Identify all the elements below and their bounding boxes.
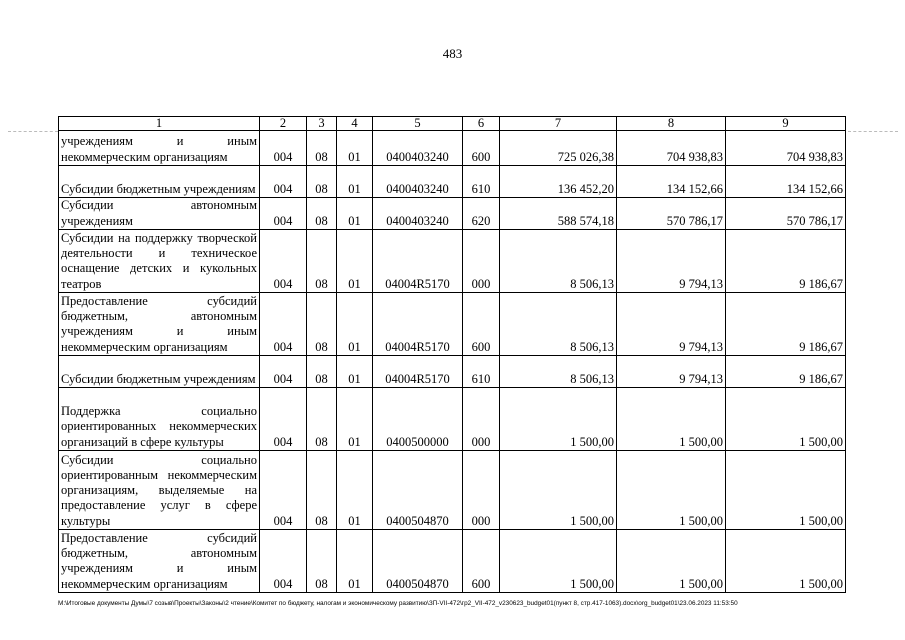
cell-amount-9: 9 186,67 — [726, 293, 846, 356]
cell-target: 0400504870 — [373, 530, 463, 593]
cell-target: 0400504870 — [373, 451, 463, 530]
row-name: учреждениям и иным некоммерческим организациям — [59, 131, 260, 166]
cell-subsection: 01 — [337, 131, 373, 166]
cell-amount-9: 1 500,00 — [726, 388, 846, 451]
cell-ministry: 004 — [260, 388, 307, 451]
cell-amount-7: 1 500,00 — [500, 388, 617, 451]
row-name: Субсидии бюджетным учреждениям — [59, 356, 260, 388]
header-cell: 3 — [307, 117, 337, 131]
cell-section: 08 — [307, 293, 337, 356]
cell-expense-type: 600 — [463, 131, 500, 166]
cell-subsection: 01 — [337, 451, 373, 530]
cell-expense-type: 000 — [463, 388, 500, 451]
header-cell: 7 — [500, 117, 617, 131]
cell-subsection: 01 — [337, 530, 373, 593]
cell-subsection: 01 — [337, 198, 373, 230]
row-name: Предоставление субсидий бюджетным, автономным учреждениям и иным некоммерческим организациям — [59, 293, 260, 356]
table-row — [59, 230, 846, 293]
header-cell: 6 — [463, 117, 500, 131]
header-cell: 8 — [617, 117, 726, 131]
cell-section: 08 — [307, 388, 337, 451]
right-margin-dashes — [848, 131, 898, 132]
table-row — [59, 356, 846, 388]
cell-expense-type: 610 — [463, 166, 500, 198]
cell-amount-8: 1 500,00 — [617, 451, 726, 530]
cell-amount-7: 725 026,38 — [500, 131, 617, 166]
cell-amount-8: 1 500,00 — [617, 388, 726, 451]
row-name: Субсидии социально ориентированным некоммерческим организациям, выделяемые на предоставление услуг в сфере культуры — [59, 451, 260, 530]
table-row — [59, 293, 846, 356]
cell-amount-9: 704 938,83 — [726, 131, 846, 166]
row-name: Поддержка социально ориентированных некоммерческих организаций в сфере культуры — [59, 388, 260, 451]
table-row — [59, 451, 846, 530]
cell-subsection: 01 — [337, 388, 373, 451]
cell-expense-type: 610 — [463, 356, 500, 388]
cell-subsection: 01 — [337, 356, 373, 388]
cell-amount-9: 1 500,00 — [726, 530, 846, 593]
row-name: Субсидии на поддержку творческой деятельности и техническое оснащение детских и кукольных театров — [59, 230, 260, 293]
cell-target: 04004R5170 — [373, 356, 463, 388]
cell-amount-7: 8 506,13 — [500, 293, 617, 356]
cell-section: 08 — [307, 356, 337, 388]
row-name: Субсидии бюджетным учреждениям — [59, 166, 260, 198]
cell-target: 0400403240 — [373, 166, 463, 198]
cell-expense-type: 000 — [463, 451, 500, 530]
budget-table — [58, 116, 846, 593]
cell-subsection: 01 — [337, 293, 373, 356]
cell-amount-8: 570 786,17 — [617, 198, 726, 230]
cell-amount-7: 1 500,00 — [500, 451, 617, 530]
cell-amount-9: 134 152,66 — [726, 166, 846, 198]
cell-amount-9: 9 186,67 — [726, 356, 846, 388]
cell-target: 04004R5170 — [373, 230, 463, 293]
cell-amount-8: 9 794,13 — [617, 230, 726, 293]
cell-amount-7: 588 574,18 — [500, 198, 617, 230]
cell-amount-8: 704 938,83 — [617, 131, 726, 166]
header-cell: 4 — [337, 117, 373, 131]
cell-amount-9: 1 500,00 — [726, 451, 846, 530]
cell-ministry: 004 — [260, 530, 307, 593]
cell-subsection: 01 — [337, 230, 373, 293]
cell-target: 04004R5170 — [373, 293, 463, 356]
table-row — [59, 166, 846, 198]
cell-subsection: 01 — [337, 166, 373, 198]
cell-expense-type: 600 — [463, 293, 500, 356]
cell-ministry: 004 — [260, 166, 307, 198]
cell-ministry: 004 — [260, 293, 307, 356]
cell-expense-type: 620 — [463, 198, 500, 230]
cell-section: 08 — [307, 131, 337, 166]
cell-ministry: 004 — [260, 131, 307, 166]
cell-section: 08 — [307, 198, 337, 230]
file-path-footer: M:\Итоговые документы Думы\7 созыв\Проекты\Законы\2 чтение\Комитет по бюджету, налогам и экономическому развитию\ЗП-VII-472\гр2_VII-472_v230623_budget01(пункт 8, стр.417-1063).docx\org_budget01\23.06.2023 11:53:50 — [58, 600, 738, 607]
table-row — [59, 530, 846, 593]
cell-ministry: 004 — [260, 198, 307, 230]
cell-section: 08 — [307, 230, 337, 293]
table-header-row — [59, 117, 846, 131]
header-cell: 5 — [373, 117, 463, 131]
cell-amount-8: 1 500,00 — [617, 530, 726, 593]
cell-amount-7: 8 506,13 — [500, 230, 617, 293]
cell-section: 08 — [307, 451, 337, 530]
header-cell: 9 — [726, 117, 846, 131]
cell-section: 08 — [307, 166, 337, 198]
cell-ministry: 004 — [260, 230, 307, 293]
cell-target: 0400500000 — [373, 388, 463, 451]
cell-amount-8: 9 794,13 — [617, 356, 726, 388]
cell-expense-type: 600 — [463, 530, 500, 593]
cell-expense-type: 000 — [463, 230, 500, 293]
table-row — [59, 388, 846, 451]
cell-section: 08 — [307, 530, 337, 593]
cell-amount-8: 9 794,13 — [617, 293, 726, 356]
cell-amount-9: 9 186,67 — [726, 230, 846, 293]
row-name: Субсидии автономным учреждениям — [59, 198, 260, 230]
row-name: Предоставление субсидий бюджетным, автономным учреждениям и иным некоммерческим организациям — [59, 530, 260, 593]
table-row — [59, 131, 846, 166]
cell-target: 0400403240 — [373, 198, 463, 230]
cell-amount-7: 8 506,13 — [500, 356, 617, 388]
cell-amount-8: 134 152,66 — [617, 166, 726, 198]
cell-ministry: 004 — [260, 451, 307, 530]
header-cell: 1 — [59, 117, 260, 131]
cell-amount-7: 136 452,20 — [500, 166, 617, 198]
page-number: 483 — [442, 46, 463, 61]
left-margin-dashes — [8, 131, 58, 132]
table-row — [59, 198, 846, 230]
cell-amount-7: 1 500,00 — [500, 530, 617, 593]
header-cell: 2 — [260, 117, 307, 131]
cell-amount-9: 570 786,17 — [726, 198, 846, 230]
cell-target: 0400403240 — [373, 131, 463, 166]
cell-ministry: 004 — [260, 356, 307, 388]
